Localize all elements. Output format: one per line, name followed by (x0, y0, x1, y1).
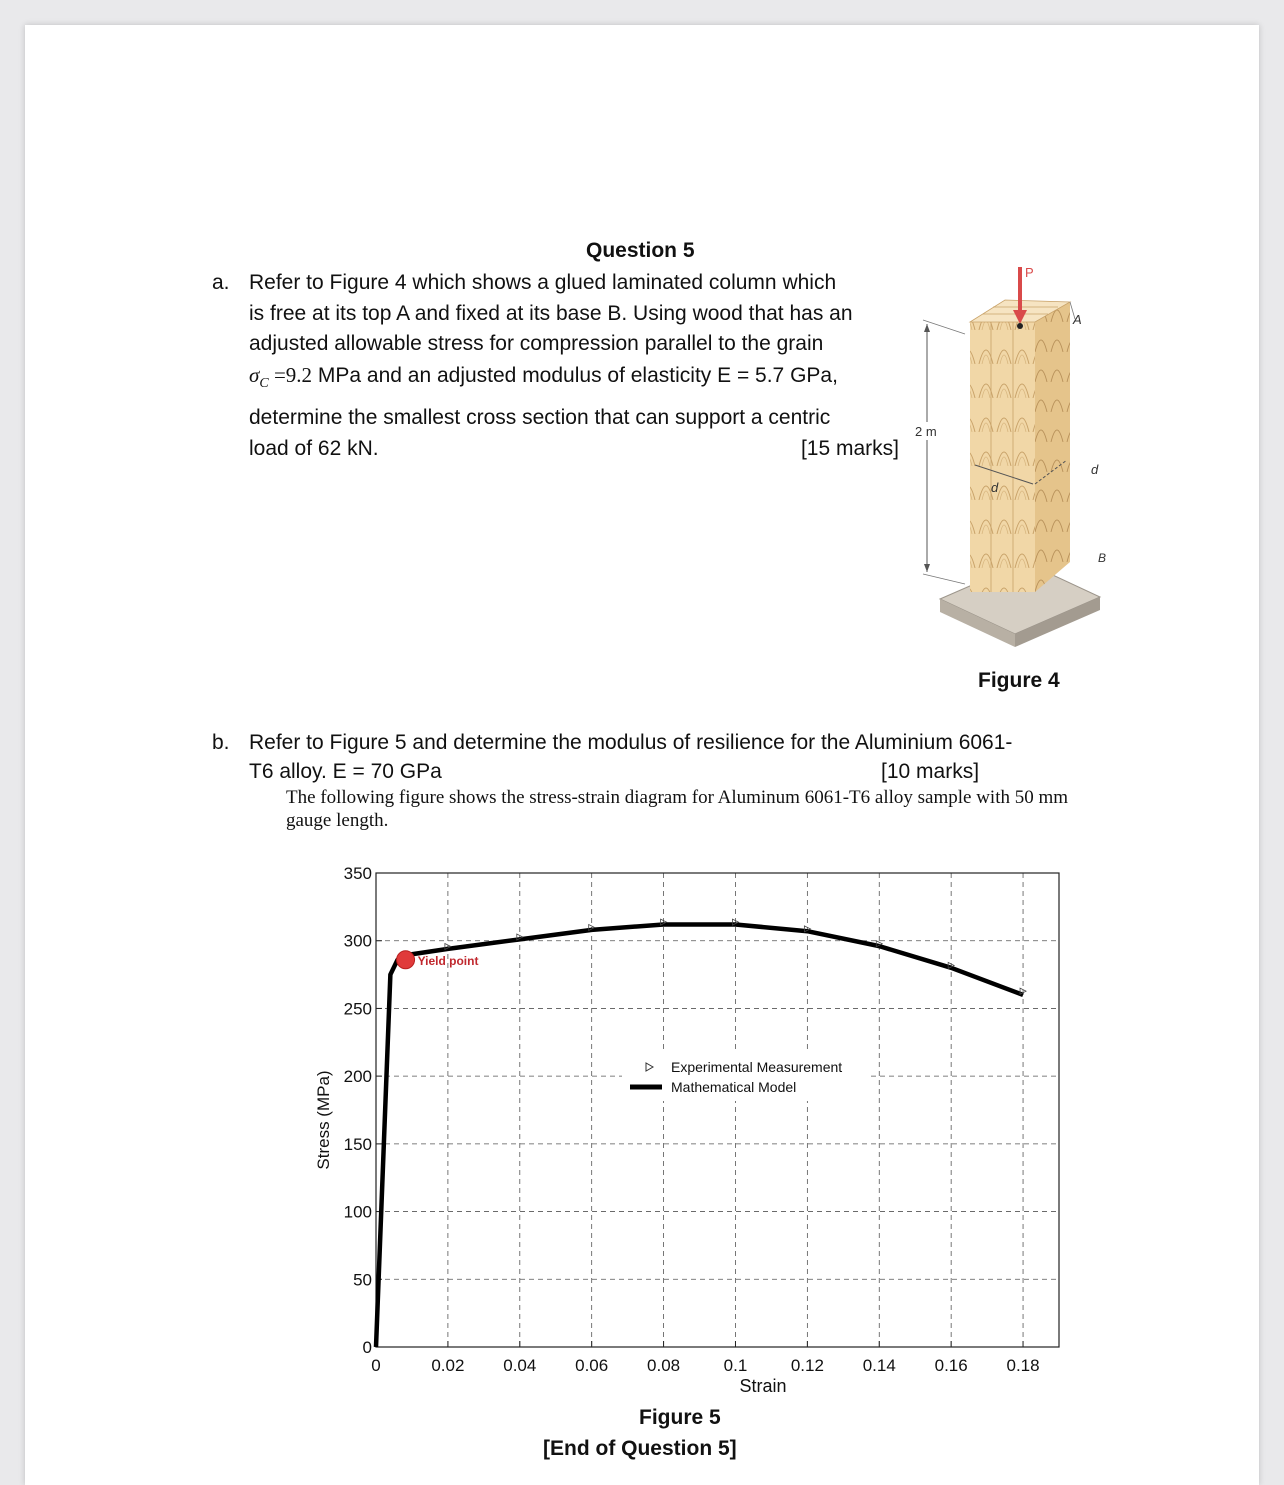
x-axis-label: Strain (739, 1376, 787, 1396)
load-point (1017, 323, 1023, 329)
yield-point-marker (397, 951, 415, 969)
end-of-question: [End of Question 5] (543, 1437, 737, 1460)
y-tick-label: 0 (362, 1338, 372, 1357)
x-tick-label: 0.12 (790, 1356, 824, 1375)
figure-5-description: The following figure shows the stress-strain diagram for Aluminum 6061-T6 alloy sample with 50 mm gauge length. (286, 787, 1069, 831)
part-a-line-5: determine the smallest cross section that can support a centric (249, 406, 831, 430)
x-tick-label: 0.02 (431, 1356, 465, 1375)
part-a-text (249, 268, 899, 464)
y-tick-label: 300 (343, 931, 372, 951)
y-tick-label: 150 (343, 1134, 372, 1154)
legend-label-model: Mathematical Model (671, 1079, 797, 1095)
sigma-symbol: σ (249, 362, 260, 387)
column-front-grain (970, 322, 1035, 592)
part-b-line-2-text: T6 alloy. E = 70 GPa (249, 759, 442, 783)
load-label: P (1025, 265, 1034, 280)
figure-5-caption: Figure 5 (639, 1406, 721, 1429)
figure-4-column-diagram (905, 262, 1120, 652)
y-tick-label: 100 (343, 1202, 372, 1222)
depth-label: d (1091, 462, 1099, 477)
x-tick-label: 0.18 (1006, 1356, 1040, 1375)
part-b-line-2 (249, 759, 1099, 785)
figure-4-caption: Figure 4 (978, 669, 1060, 692)
x-tick-label: 0.14 (862, 1356, 896, 1375)
part-a-label: a. (212, 271, 230, 294)
chart-series (376, 919, 1026, 1347)
part-a-line-6-text: load of 62 kN. (249, 436, 379, 460)
x-tick-label: 0.1 (723, 1356, 748, 1375)
y-axis-label: Stress (MPa) (314, 1070, 333, 1170)
sigma-subscript: C (259, 375, 269, 391)
part-a-line-4 (249, 360, 899, 400)
part-a-line-2: is free at its top A and fixed at its base B. Using wood that has an (249, 301, 853, 325)
part-a-line-1: Refer to Figure 4 which shows a glued laminated column which (249, 271, 837, 294)
sigma-value: =9.2 (268, 362, 313, 387)
y-tick-label: 250 (343, 999, 372, 1019)
part-a-line-6 (249, 434, 899, 465)
height-label: 2 m (915, 424, 937, 439)
part-a-line-3: adjusted allowable stress for compression parallel to the grain (249, 332, 824, 355)
part-b-label: b. (212, 731, 230, 754)
part-b-marks: [10 marks] (881, 759, 980, 783)
question-title: Question 5 (586, 239, 695, 262)
sigma-rest: MPa and an adjusted modulus of elasticity E = 5.7 GPa, (312, 363, 838, 387)
height-arrow-bottom (924, 564, 930, 572)
height-arrow-top (924, 324, 930, 332)
yield-point-annotation (397, 951, 479, 969)
y-tick-label: 50 (353, 1270, 372, 1290)
chart-legend (622, 1053, 870, 1101)
part-a-marks: [15 marks] (800, 436, 899, 460)
x-tick-label: 0.04 (503, 1356, 537, 1375)
y-tick-label: 350 (343, 864, 372, 883)
legend-label-experimental: Experimental Measurement (671, 1059, 843, 1075)
part-b-line-1: Refer to Figure 5 and determine the modulus of resilience for the Aluminium 6061- (249, 731, 1013, 754)
figure-5-stress-strain-chart (300, 855, 1080, 1405)
x-tick-label: 0.06 (575, 1356, 609, 1375)
height-extension-bottom (923, 574, 965, 584)
column-side-grain (1035, 302, 1070, 592)
y-tick-label: 200 (343, 1067, 372, 1087)
x-tick-label: 0.08 (647, 1356, 681, 1375)
part-b-text (249, 728, 1099, 785)
base-label: B (1098, 551, 1107, 565)
series-line-mathematical-model (376, 924, 1023, 1347)
yield-point-label: Yield point (417, 953, 479, 968)
width-label: d (991, 480, 999, 495)
x-tick-label: 0.16 (934, 1356, 968, 1375)
top-label: A (1073, 312, 1082, 327)
x-tick-label: 0 (371, 1356, 381, 1375)
